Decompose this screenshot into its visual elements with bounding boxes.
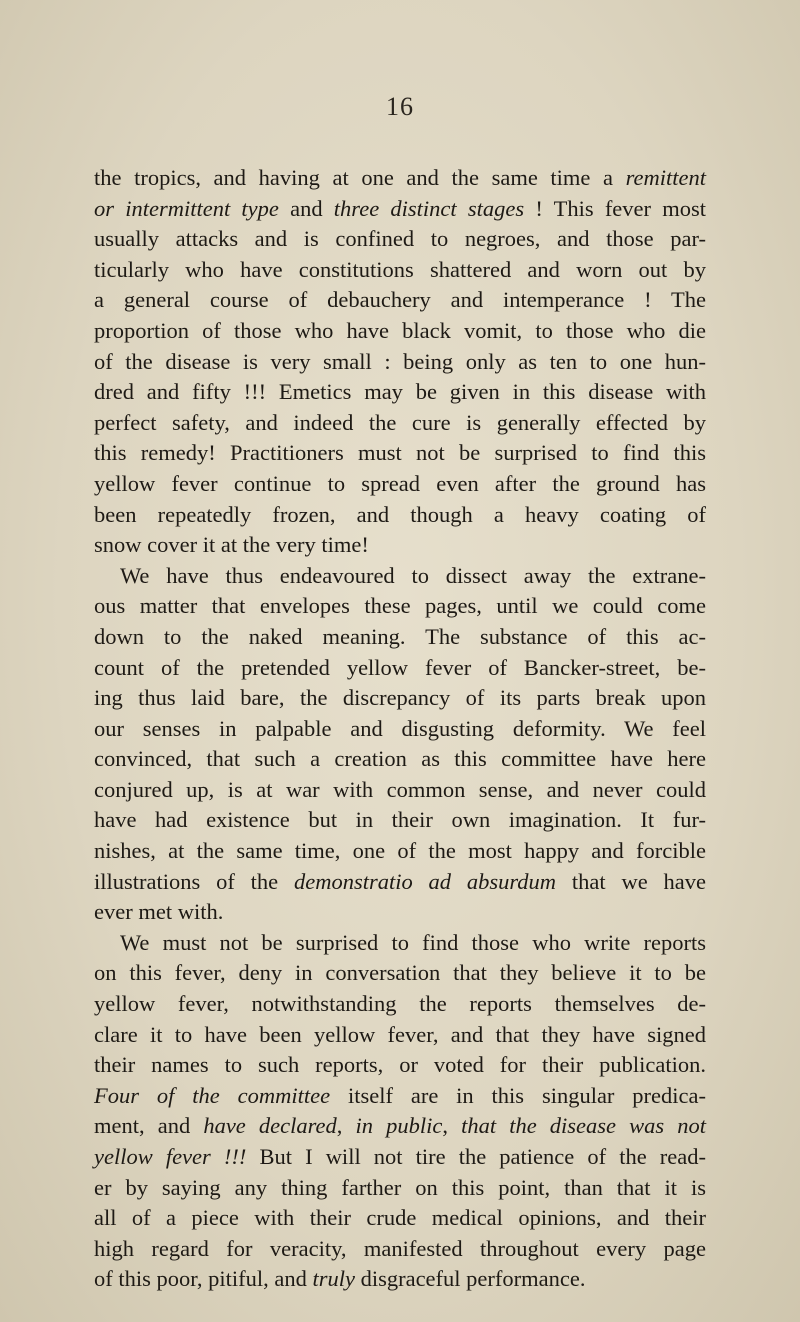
page-text-body — [94, 163, 706, 1295]
page-number: 16 — [386, 92, 414, 121]
text-line — [94, 1173, 706, 1204]
italic-text-run: in public — [355, 1113, 443, 1139]
text-line — [94, 714, 706, 745]
text-line — [94, 377, 706, 408]
text-line — [94, 958, 706, 989]
text-run: yellow fever, notwithstanding the reports themselves de- — [94, 991, 706, 1017]
text-line — [94, 194, 706, 225]
text-run: But I will not tire the patience of the read- — [246, 1144, 706, 1169]
text-run: this remedy! Practitioners must not be surprised to find this — [94, 440, 706, 466]
text-run: been repeatedly frozen, and though a heavy coating of — [94, 501, 706, 527]
text-run: high regard for veracity, manifested throughout every page — [94, 1235, 706, 1261]
text-line — [94, 622, 706, 653]
italic-text-run: Four of the committee — [94, 1082, 331, 1108]
italic-text-run: three distinct stages — [333, 195, 525, 221]
text-line — [94, 653, 706, 684]
text-line — [94, 224, 706, 255]
text-line — [94, 989, 706, 1020]
text-run: illustrations of the — [94, 868, 294, 894]
text-run: snow cover it at the very time! — [94, 532, 369, 558]
text-run: perfect safety, and indeed the cure is generally effected by — [94, 409, 706, 435]
text-run: er by saying any thing farther on this point, than that it is — [94, 1174, 706, 1200]
text-run: ! This fever most — [524, 195, 706, 221]
text-run: that we have — [556, 868, 706, 894]
text-run: on this fever, deny in conversation that they believe it to be — [94, 960, 706, 986]
text-line — [94, 408, 706, 439]
text-line — [94, 775, 706, 806]
text-line — [94, 1234, 706, 1265]
italic-text-run: that the disease was not — [461, 1113, 706, 1139]
italic-text-run: or intermittent type — [94, 195, 279, 221]
text-run: ticularly who have constitutions shattered and worn out by — [94, 256, 706, 282]
text-run: a general course of debauchery and intemperance ! The — [94, 287, 706, 313]
text-line — [94, 1081, 706, 1112]
text-line — [94, 867, 706, 898]
text-run: and — [278, 195, 334, 221]
text-run: of the disease is very small : being only as ten to one hun- — [94, 348, 706, 374]
italic-text-run: demonstratio ad absurdum — [293, 868, 557, 894]
text-run: conjured up, is at war with common sense, and never could — [94, 776, 706, 802]
text-run: all of a piece with their crude medical opinions, and their — [94, 1205, 706, 1231]
text-run: clare it to have been yellow fever, and that they have signed — [94, 1021, 706, 1047]
text-line — [94, 347, 706, 378]
text-run: ing thus laid bare, the discrepancy of its parts break upon — [94, 685, 706, 711]
italic-text-run: remittent — [625, 165, 706, 190]
text-line — [94, 316, 706, 347]
text-line — [94, 928, 706, 959]
text-line — [94, 1203, 706, 1234]
text-run: convinced, that such a creation as this committee have here — [94, 746, 706, 772]
text-run: , — [336, 1113, 356, 1139]
text-line — [94, 255, 706, 286]
text-run: count of the pretended yellow fever of Bancker-street, be- — [94, 654, 706, 680]
text-run: nishes, at the same time, one of the most happy and forcible — [94, 838, 706, 864]
text-line — [94, 530, 706, 561]
text-run: usually attacks and is confined to negroes, and those par- — [94, 226, 706, 252]
text-line — [94, 1264, 706, 1295]
text-run: the tropics, and having at one and the same time a — [94, 165, 626, 190]
text-line — [94, 836, 706, 867]
text-run: dred and fifty !!! Emetics may be given in this disease with — [94, 379, 706, 405]
text-run: have had existence but in their own imagination. It fur- — [94, 807, 706, 833]
text-line — [94, 805, 706, 836]
text-line — [94, 285, 706, 316]
text-run: yellow fever continue to spread even after the ground has — [94, 470, 706, 496]
text-run: ment, and — [94, 1113, 204, 1139]
text-line — [94, 500, 706, 531]
text-line — [94, 591, 706, 622]
text-line — [94, 561, 706, 592]
text-run: itself are in this singular predica- — [330, 1082, 707, 1108]
italic-text-run: have declared — [203, 1113, 337, 1139]
text-run: down to the naked meaning. The substance of this ac- — [94, 623, 706, 649]
text-line — [94, 897, 706, 928]
text-line — [94, 163, 706, 194]
italic-text-run: yellow fever !!! — [94, 1144, 247, 1169]
text-line — [94, 438, 706, 469]
text-run: of this poor, pitiful, and — [94, 1266, 313, 1292]
text-line — [94, 1142, 706, 1173]
text-run: We must not be surprised to find those who write reports — [120, 929, 706, 955]
text-run: , — [442, 1113, 462, 1139]
text-line — [94, 1111, 706, 1142]
text-run: proportion of those who have black vomit, to those who die — [94, 317, 706, 343]
text-run: our senses in palpable and disgusting deformity. We feel — [94, 715, 706, 741]
text-line — [94, 1050, 706, 1081]
text-run: disgraceful performance. — [354, 1266, 586, 1292]
text-line — [94, 1020, 706, 1051]
text-run: ous matter that envelopes these pages, until we could come — [94, 593, 706, 619]
text-run: their names to such reports, or voted for their publication. — [94, 1052, 706, 1078]
text-run: ever met with. — [94, 899, 224, 925]
text-line — [94, 683, 706, 714]
text-line — [94, 469, 706, 500]
text-line — [94, 744, 706, 775]
text-run: We have thus endeavoured to dissect away the extrane- — [120, 562, 706, 588]
italic-text-run: truly — [312, 1266, 355, 1292]
